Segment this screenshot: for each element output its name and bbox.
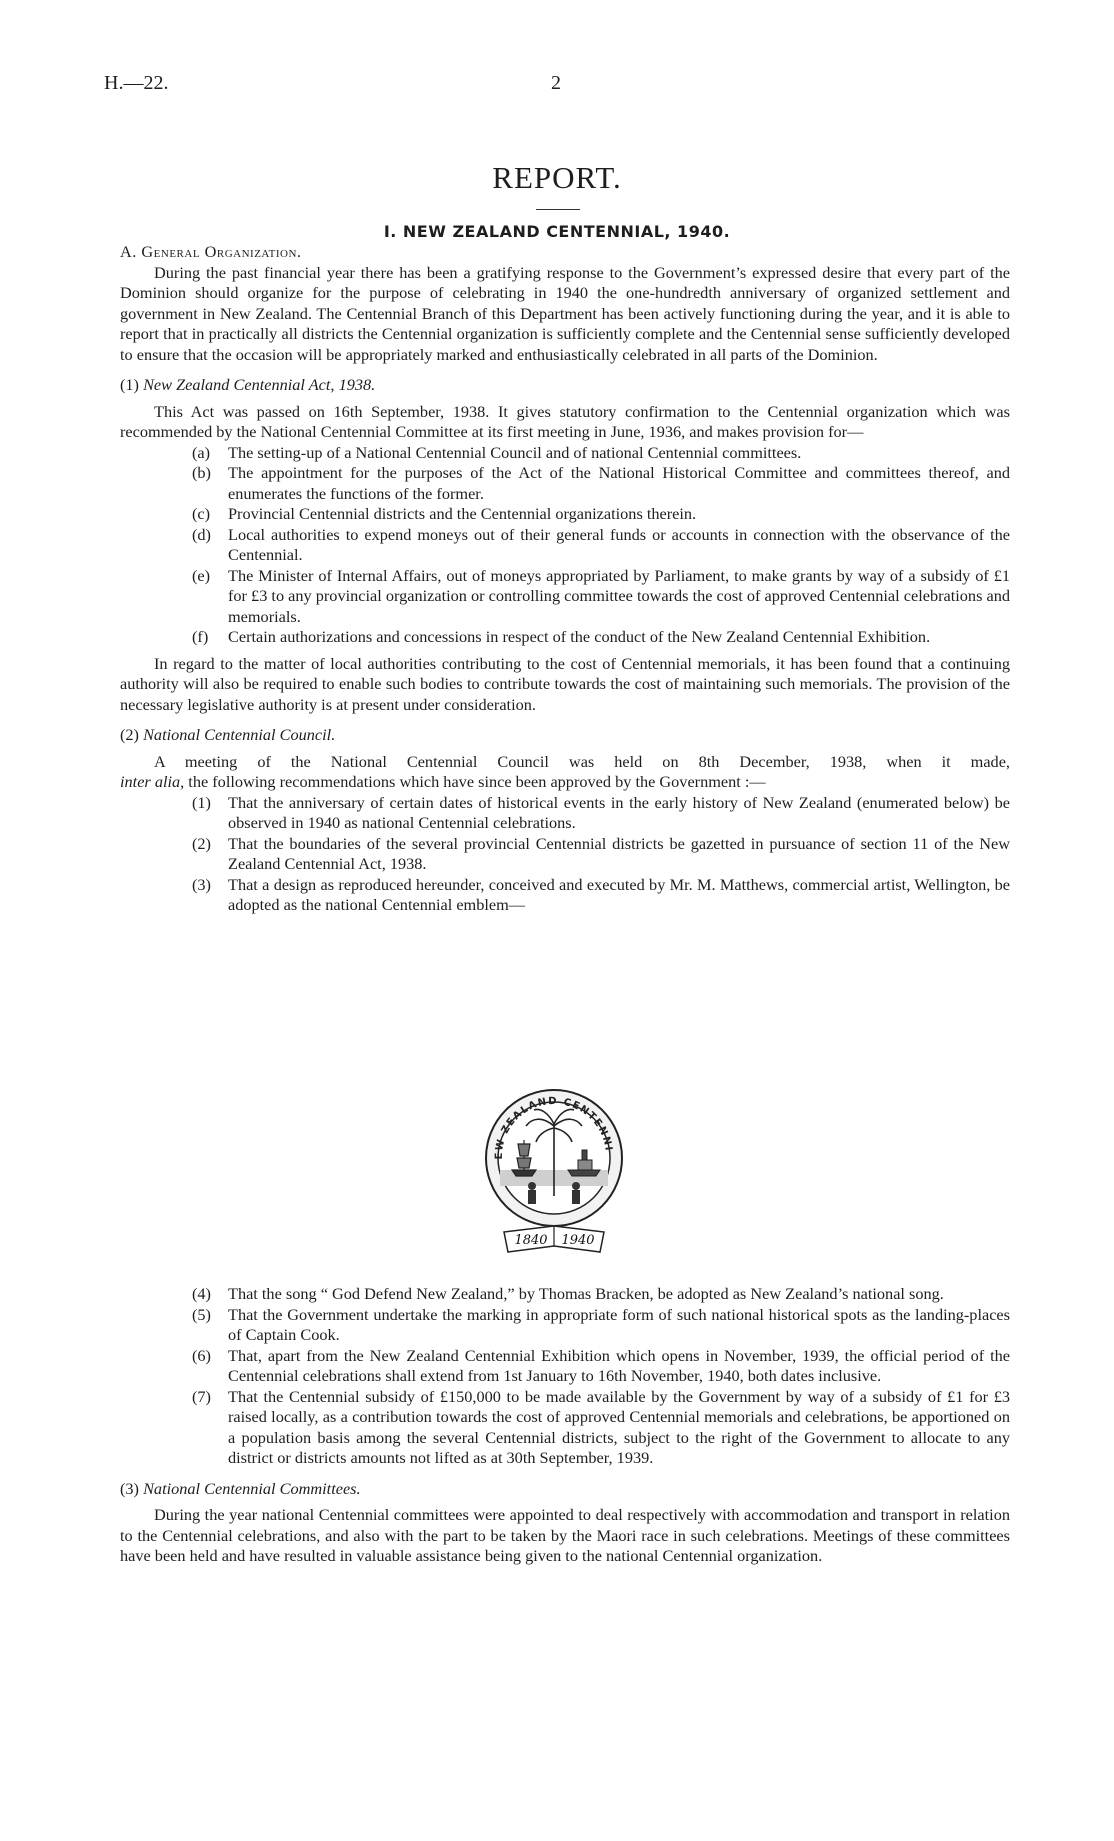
item-text: That the Centennial subsidy of £150,000 to be made available by the Government by way of a subsidy of £1 for £3 raised locally, as a contribution towards the cost of approved Centennial memorials and celebrations, be apportioned on a population basis among the several Centennial districts, subject to the right of the Government to allocate to any district or districts amounts not lifted as at 30th September, 1939. <box>228 1386 1010 1467</box>
item-label: (4) <box>192 1284 211 1303</box>
list-item <box>120 834 1010 875</box>
list-item <box>120 463 1010 504</box>
section-heading: I. NEW ZEALAND CENTENNIAL, 1940. <box>383 222 731 241</box>
sec2-intro-italic: inter alia, <box>120 772 185 791</box>
list-item <box>120 627 1010 648</box>
document-reference: H.—22. <box>104 72 169 94</box>
list-item <box>120 1284 1010 1305</box>
list-item <box>120 875 1010 916</box>
part-a-label: A. General Organization. <box>120 242 302 261</box>
item-label: (a) <box>192 442 211 462</box>
sec1-heading <box>120 375 1010 396</box>
item-text: That the boundaries of the several provincial Centennial districts be gazetted in pursuance of section 11 of the New Zealand Centennial Act, 1938. <box>228 833 1010 873</box>
list-item <box>120 1346 1010 1387</box>
item-label: (1) <box>192 792 211 812</box>
text-column-upper <box>120 242 1010 916</box>
item-text: Provincial Centennial districts and the Centennial organizations therein. <box>228 504 697 523</box>
list-item <box>120 504 1010 525</box>
sec1-title: New Zealand Centennial Act, 1938. <box>143 375 376 394</box>
sec2-heading <box>120 725 1010 746</box>
item-label: (f) <box>192 627 209 646</box>
page-number: 2 <box>551 72 561 94</box>
item-text: The setting-up of a National Centennial Council and of national Centennial committees. <box>228 442 802 462</box>
item-text: Local authorities to expend moneys out of their general funds or accounts in connection with the observance of the Centennial. <box>228 524 1010 564</box>
item-text: Certain authorizations and concessions in respect of the conduct of the New Zealand Centennial Exhibition. <box>228 627 931 646</box>
item-text: That the Government undertake the marking in appropriate form of such national historical spots as the landing-places of Captain Cook. <box>228 1304 1010 1344</box>
item-label: (b) <box>192 463 211 482</box>
text-column-lower <box>120 1284 1010 1567</box>
item-text: That a design as reproduced hereunder, conceived and executed by Mr. M. Matthews, commercial artist, Wellington, be adopted as the national Centennial emblem— <box>228 874 1010 914</box>
item-label: (c) <box>192 504 211 523</box>
item-label: (2) <box>192 833 211 853</box>
sec3-title: National Centennial Committees. <box>143 1478 361 1498</box>
sec3-number: (3) <box>120 1478 139 1498</box>
sec2-intro-b: the following recommendations which have since been approved by the Government :— <box>188 772 766 791</box>
item-text: That the anniversary of certain dates of historical events in the early history of New Zealand (enumerated below) be observed in 1940 as national Centennial celebrations. <box>228 792 1010 832</box>
item-label: (6) <box>192 1345 211 1365</box>
report-title: REPORT. <box>492 160 622 195</box>
sec1-closing: In regard to the matter of local authorities contributing to the cost of Centennial memorials, it has been found that a continuing authority will also be required to enable such bodies to contribute towards the cost of maintaining such memorials. The provision of the necessary legislative authority is at present under consideration. <box>120 653 1010 714</box>
item-label: (d) <box>192 524 211 544</box>
emblem-year-right: 1940 <box>561 1233 595 1248</box>
item-label: (7) <box>192 1386 211 1406</box>
sec2-intro-a: A meeting of the National Centennial Council was held on 8th December, 1938, when it made, <box>154 751 1010 771</box>
sec2-number: (2) <box>120 725 139 744</box>
part-a-paragraph: During the past financial year there has been a gratifying response to the Government’s expressed desire that every part of the Dominion should organize for the purpose of celebrating in 1940 the one-hundredth anniversary of organized settlement and government in New Zealand. The Centennial Branch of this Department has been actively functioning during the year, and it is able to report that in practically all districts the Centennial organization is sufficiently complete and the Centennial sense sufficiently developed to ensure that the occasion will be appropriately marked and enthusiastically celebrated in all parts of the Dominion. <box>120 262 1010 364</box>
year-banner <box>504 1226 604 1252</box>
list-item <box>120 525 1010 566</box>
list-item <box>120 1305 1010 1346</box>
item-text: The Minister of Internal Affairs, out of moneys appropriated by Parliament, to make grants by way of a subsidy of £1 for £3 to any provincial organization or controlling committee towards the cost of approved Centennial celebrations and memorials. <box>228 565 1010 626</box>
emblem-ring-text: EW ZEALAND CENTENNI <box>493 1095 614 1160</box>
list-item <box>120 793 1010 834</box>
sec1-number: (1) <box>120 375 139 394</box>
item-label: (e) <box>192 565 211 585</box>
sec2-title: National Centennial Council. <box>143 725 336 744</box>
list-item <box>120 1387 1010 1469</box>
item-text: That, apart from the New Zealand Centennial Exhibition which opens in November, 1939, the official period of the Centennial celebrations shall extend from 1st January to 16th November, 1940, both dates inclusive. <box>228 1345 1010 1385</box>
list-item <box>120 566 1010 628</box>
sec2-intro-b-line <box>120 772 1010 793</box>
item-label: (5) <box>192 1304 211 1324</box>
sec1-intro: This Act was passed on 16th September, 1938. It gives statutory confirmation to the Centennial organization which was recommended by the National Centennial Committee at its first meeting in June, 1936, and makes provision for— <box>120 401 1010 441</box>
item-text: The appointment for the purposes of the Act of the National Historical Committee and committees thereof, and enumerates the functions of the former. <box>228 463 1010 503</box>
sec3-heading <box>120 1479 1010 1500</box>
sec3-paragraph: During the year national Centennial committees were appointed to deal respectively with accommodation and transport in relation to the Centennial celebrations, and also with the part to be taken by the Maori race in such celebrations. Meetings of these committees have been held and have resulted in valuable assistance being given to the national Centennial organization. <box>120 1505 1010 1565</box>
item-text: That the song “ God Defend New Zealand,” by Thomas Bracken, be adopted as New Zealand’s national song. <box>228 1284 944 1303</box>
emblem-year-left: 1840 <box>514 1233 548 1248</box>
item-label: (3) <box>192 874 211 894</box>
centennial-emblem <box>482 1086 626 1264</box>
emblem-graphic <box>482 1086 626 1264</box>
list-item <box>120 443 1010 464</box>
title-rule <box>536 209 580 210</box>
